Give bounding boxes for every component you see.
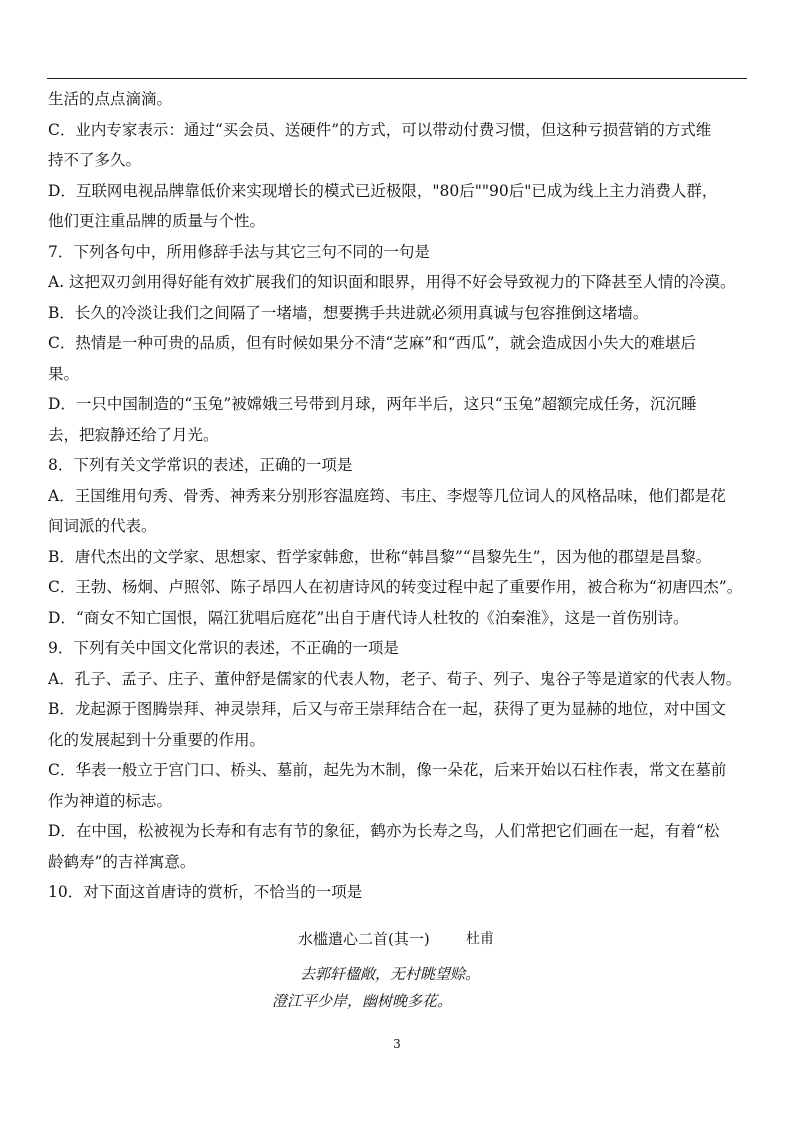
- text-line: 他们更注重品牌的质量与个性。: [48, 212, 266, 230]
- text-line: D．一只中国制造的“玉兔”被嫦娥三号带到月球，两年半后，这只“玉兔”超额完成任务，沉沉睡: [48, 395, 697, 413]
- question-7-stem: 7．下列各句中，所用修辞手法与其它三句不同的一句是: [48, 242, 430, 261]
- text-line: 龄鹤寿”的吉祥寓意。: [48, 852, 196, 871]
- text-line: C．热情是一种可贵的品质，但有时候如果分不清“芝麻”和“西瓜”，就会造成因小失大的难堪后: [48, 334, 697, 352]
- text-line: 果。: [48, 364, 80, 383]
- poem-title: 水槛遣心二首(其一): [298, 930, 430, 948]
- text-line: A. 这把双刃剑用得好能有效扩展我们的知识面和眼界，用得不好会导致视力的下降甚至人情的冷漠。: [48, 273, 736, 291]
- text-line: 化的发展起到十分重要的作用。: [48, 730, 266, 749]
- text-line: D．“商女不知亡国恨，隔江犹唱后庭花”出自于唐代诗人杜牧的《泊秦淮》，这是一首伤别诗。: [48, 608, 689, 627]
- text-line: 作为神道的标志。: [48, 791, 173, 810]
- text-line: B．龙起源于图腾崇拜、神灵崇拜，后又与帝王崇拜结合在一起，获得了更为显赫的地位，对中国文: [48, 700, 726, 718]
- poem-line-2: [272, 990, 452, 1011]
- text-line: D．互联网电视品牌靠低价来实现增长的模式已近极限，"80后""90后"已成为线上主力消费人群，: [48, 181, 718, 200]
- text-line: A．孔子、孟子、庄子、董仲舒是儒家的代表人物，老子、荀子、列子、鬼谷子等是道家的代表人物。: [48, 669, 742, 688]
- text-line: 间词派的代表。: [48, 517, 157, 535]
- question-8-stem: 8．下列有关文学常识的表述，正确的一项是: [48, 456, 353, 474]
- text-line: 生活的点点滴滴。: [48, 90, 173, 108]
- text-line: A．王国维用句秀、骨秀、神秀来分别形容温庭筠、韦庄、李煜等几位词人的风格品味，他们都是花: [48, 486, 726, 505]
- poem-line-1: [300, 963, 480, 984]
- page-number: 3: [393, 1037, 401, 1051]
- question-10-stem: 10．对下面这首唐诗的赏析，不恰当的一项是: [48, 883, 363, 901]
- text-line: 持不了多久。: [48, 151, 142, 169]
- question-text: [48, 84, 748, 908]
- poem-line-text: 去郭轩楹敞，无村眺望赊。: [300, 965, 481, 983]
- text-line: D．在中国，松被视为长寿和有志有节的象征，鹤亦为长寿之鸟，人们常把它们画在一起，有着“松: [48, 822, 720, 840]
- text-line: 去，把寂静还给了月光。: [48, 425, 219, 444]
- text-line: B．长久的冷淡让我们之间隔了一堵墙，想要携手共进就必须用真诚与包容推倒这堵墙。: [48, 303, 649, 322]
- poem-line-text: 澄江平少岸，幽树晚多花。: [272, 992, 453, 1010]
- header-rule: [47, 78, 747, 79]
- text-line: C．王勃、杨炯、卢照邻、陈子昂四人在初唐诗风的转变过程中起了重要作用，被合称为“初唐四杰”。: [48, 578, 743, 596]
- text-line: B．唐代杰出的文学家、思想家、哲学家韩愈，世称“韩昌黎”“昌黎先生”，因为他的郡望是昌黎。: [48, 547, 712, 566]
- poem-author: 杜甫: [466, 931, 494, 947]
- text-line: C．华表一般立于宫门口、桥头、墓前，起先为木制，像一朵花，后来开始以石柱作表，常文在墓前: [48, 761, 727, 779]
- text-line: C．业内专家表示：通过“买会员、送硬件”的方式，可以带动付费习惯，但这种亏损营销的方式维: [48, 120, 712, 139]
- question-9-stem: 9．下列有关中国文化常识的表述，不正确的一项是: [48, 639, 399, 657]
